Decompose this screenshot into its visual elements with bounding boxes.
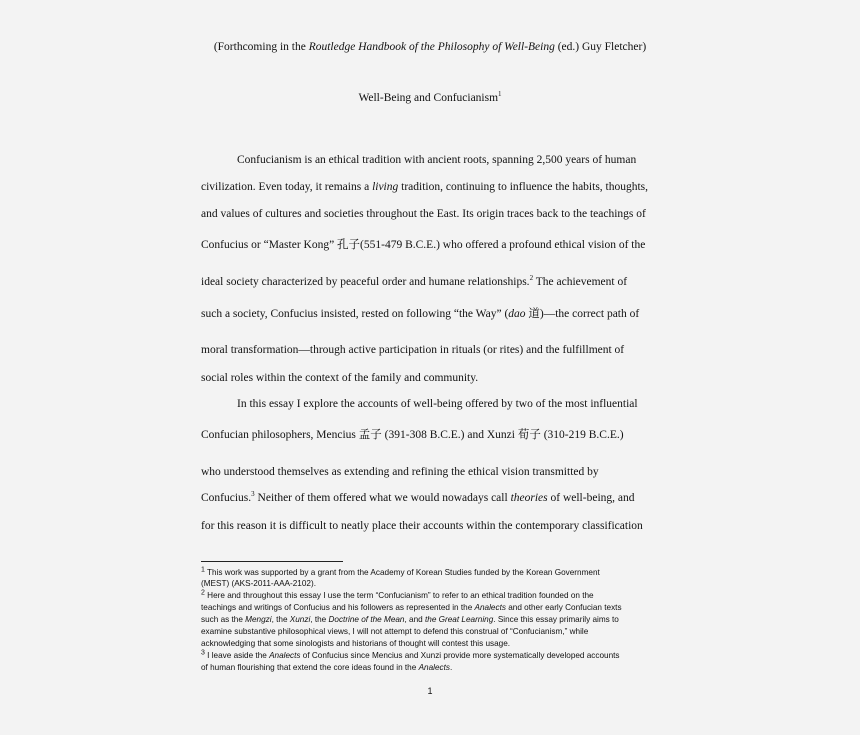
handbook-title: Routledge Handbook of the Philosophy of Well-Being [308,41,555,53]
body-line: such a society, Confucius insisted, rested on following “the Way” (dao 道)—the correct path of [201,308,640,320]
footnote-marker: 1 [498,90,502,99]
body-line: In this essay I explore the accounts of well-being offered by two of the most influential [237,398,638,410]
body-line: civilization. Even today, it remains a living tradition, continuing to influence the habits, thoughts, [201,181,649,193]
page-number: 1 [427,686,433,696]
footnote-2: $^2$ Here and throughout this essay I use the term “Confucianism” to refer to an ethical tradition founded on the [201,589,594,600]
footnote-marker: 3 [251,490,255,499]
body-line: Confucian philosophers, Mencius 孟子 (391-308 B.C.E.) and Xunzi 荀子 (310-219 B.C.E.) [201,429,624,441]
footnote-marker: 2 [529,274,534,283]
forthcoming-suffix: (ed.) Guy Fletcher) [554,41,647,53]
body-line: who understood themselves as extending and refining the ethical vision transmitted by [201,466,599,478]
forthcoming-prefix: (Forthcoming in the [213,41,309,53]
footnote-3-cont: of human flourishing that extend the core ideas found in the Analects. [201,663,453,672]
body-line: for this reason it is difficult to neatly place their accounts within the contemporary classification [201,520,643,532]
footnote-1-cont: (MEST) (AKS-2011-AAA-2102). [201,579,316,588]
body-line: moral transformation—through active participation in rituals (or rites) and the fulfillment of [201,344,625,356]
essay-title [0,91,860,105]
footnote-2-cont: acknowledging that some sinologists and historians of thought will contest this usage. [201,639,511,648]
body-line: social roles within the context of the family and community. [201,372,479,384]
footnote-2-cont: such as the Mengzi, the Xunzi, the Doctrine of the Mean, and the Great Learning. Since this essay primarily aims to [201,615,619,624]
forthcoming-note [0,40,860,54]
body-line: ideal society characterized by peaceful order and humane relationships.$^2$ The achievement of [201,274,628,288]
body-line: and values of cultures and societies throughout the East. Its origin traces back to the teachings of [201,208,646,220]
body-line: Confucius.$^3$ Neither of them offered what we would nowadays call theories of well-being, and [201,490,635,504]
footnote-divider [201,561,343,562]
footnote-2-cont: teachings and writings of Confucius and his followers as represented in the Analects and other early Confucian texts [201,603,622,612]
footnote-3: $^3$ I leave aside the Analects of Confucius since Mencius and Xunzi provide more systematically developed accounts [201,649,620,660]
essay-title-text: Well-Being and Confucianism [358,92,499,104]
footnote-1: $^1$ This work was supported by a grant from the Academy of Korean Studies funded by the Korean Government [201,566,600,577]
footnote-2-cont: examine substantive philosophical views, I will not attempt to defend this construal of “Confucianism,” while [201,627,589,636]
body-line: Confucianism is an ethical tradition with ancient roots, spanning 2,500 years of human [237,154,637,166]
body-line: Confucius or “Master Kong” 孔子(551-479 B.C.E.) who offered a profound ethical vision of the [201,239,646,251]
